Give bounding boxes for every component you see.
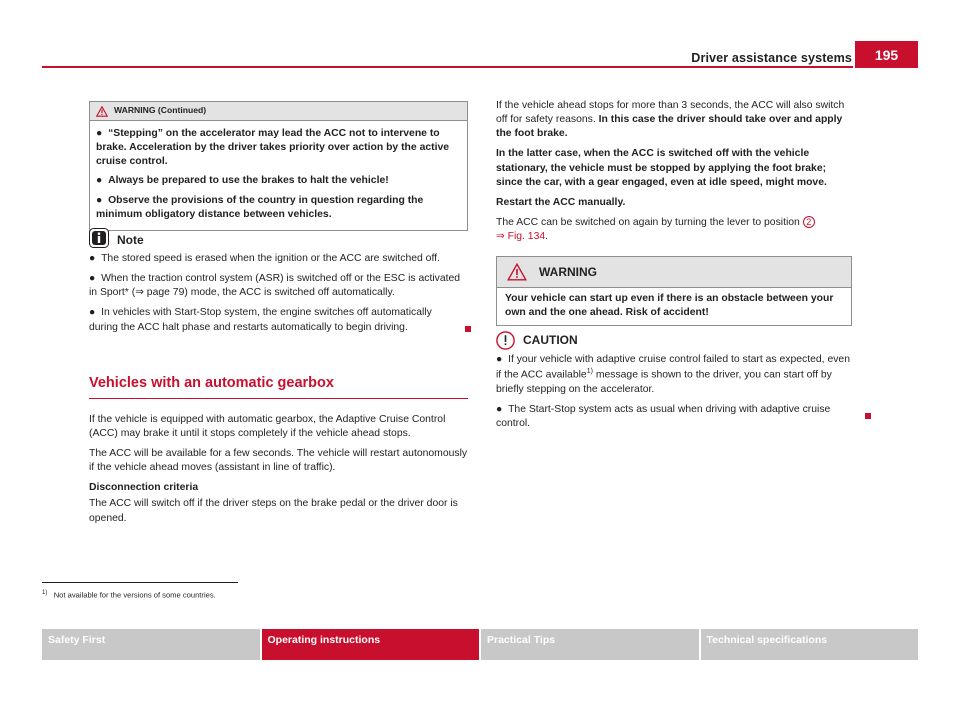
- section-end-marker: [865, 413, 871, 419]
- disconnection-heading: Disconnection criteria: [89, 482, 199, 494]
- list-item: ● The stored speed is erased when the ignition or the ACC are switched off.: [89, 253, 440, 264]
- paragraph: The ACC can be switched on again by turning the lever to position 2 ⇒ Fig. 134.: [496, 216, 852, 244]
- position-2-marker: 2: [803, 216, 815, 228]
- warning-continued-box: [89, 101, 468, 231]
- paragraph: Restart the ACC manually.: [496, 196, 626, 208]
- list-item: ● Always be prepared to use the brakes to halt the vehicle!: [96, 175, 389, 187]
- list-item: ● When the traction control system (ASR) is switched off or the ESC is activated in Sport* (⇒ page 79) mode, the ACC is switched off automatically.: [89, 273, 461, 299]
- list-item: ● If your vehicle with adaptive cruise control failed to start as expected, even if the ACC available$^{1)}$ message is shown to the driver, you can start off by briefly stepping on the accelerator.: [496, 354, 850, 395]
- warning-triangle-icon: [507, 263, 527, 281]
- warning-header: [497, 257, 851, 288]
- page-number: 195: [855, 41, 918, 68]
- warning-continued-title: WARNING (Continued): [114, 105, 207, 116]
- warning-continued-header: [90, 102, 467, 121]
- list-item: ● “Stepping” on the accelerator may lead the ACC not to intervene to brake. Acceleration by the driver takes priority over action by the active cruise control.: [96, 128, 450, 168]
- page-header-title: Driver assistance systems: [691, 51, 852, 65]
- paragraph: If the vehicle ahead stops for more than 3 seconds, the ACC will also switch off for safety reasons. In this case the driver should take over and apply the foot brake.: [496, 100, 845, 140]
- warning-body: Your vehicle can start up even if there is an obstacle between your own and the one ahead. Risk of accident!: [505, 293, 834, 319]
- footer-tab-technical-specifications[interactable]: Technical specifications: [701, 629, 919, 660]
- warning-triangle-icon: [96, 106, 108, 117]
- section-end-marker: [465, 326, 471, 332]
- header-divider: [42, 66, 853, 68]
- caution-title: CAUTION: [523, 333, 578, 348]
- warning-continued-body: [90, 121, 467, 230]
- info-icon: [89, 228, 109, 248]
- paragraph: The ACC will be available for a few seconds. The vehicle will restart autonomously if the vehicle ahead moves (assistant in line of traffic).: [89, 448, 468, 474]
- paragraph: The ACC will switch off if the driver steps on the brake pedal or the driver door is opened.: [89, 498, 458, 524]
- footer-tab-practical-tips[interactable]: Practical Tips: [481, 629, 699, 660]
- warning-title: WARNING: [539, 264, 597, 279]
- footnote-divider: [42, 582, 238, 583]
- note-section: [89, 228, 461, 341]
- section-divider: [89, 398, 468, 399]
- caution-header: [496, 331, 852, 350]
- footer-tab-safety-first[interactable]: Safety First: [42, 629, 260, 660]
- automatic-gearbox-section: [89, 374, 468, 532]
- list-item: ● The Start-Stop system acts as usual when driving with adaptive cruise control.: [496, 403, 831, 430]
- footnote: $^{1)}$ Not available for the versions of some countries.: [42, 590, 216, 600]
- warning-box: [496, 256, 852, 326]
- right-column: [496, 99, 852, 250]
- caution-section: [496, 331, 852, 437]
- list-item: ● Observe the provisions of the country in question regarding the minimum obligatory distance between vehicles.: [96, 194, 424, 220]
- footer-nav: [42, 629, 918, 660]
- paragraph: If the vehicle is equipped with automatic gearbox, the Adaptive Cruise Control (ACC) may brake it until it stops completely if the vehicle ahead stops.: [89, 413, 446, 439]
- list-item: ● In vehicles with Start-Stop system, the engine switches off automatically during the ACC halt phase and restarts automatically to begin driving.: [89, 307, 432, 333]
- note-header: [89, 228, 461, 248]
- paragraph: In the latter case, when the ACC is switched off with the vehicle stationary, the vehicle must be stopped by applying the foot brake; since the car, with a gear engaged, even at idle speed, might move.: [496, 148, 827, 188]
- note-title: Note: [117, 232, 144, 247]
- figure-reference-link[interactable]: ⇒ Fig. 134: [496, 231, 546, 243]
- footer-tab-operating-instructions[interactable]: Operating instructions: [262, 629, 480, 660]
- exclamation-circle-icon: [496, 331, 515, 350]
- section-title: Vehicles with an automatic gearbox: [89, 375, 334, 391]
